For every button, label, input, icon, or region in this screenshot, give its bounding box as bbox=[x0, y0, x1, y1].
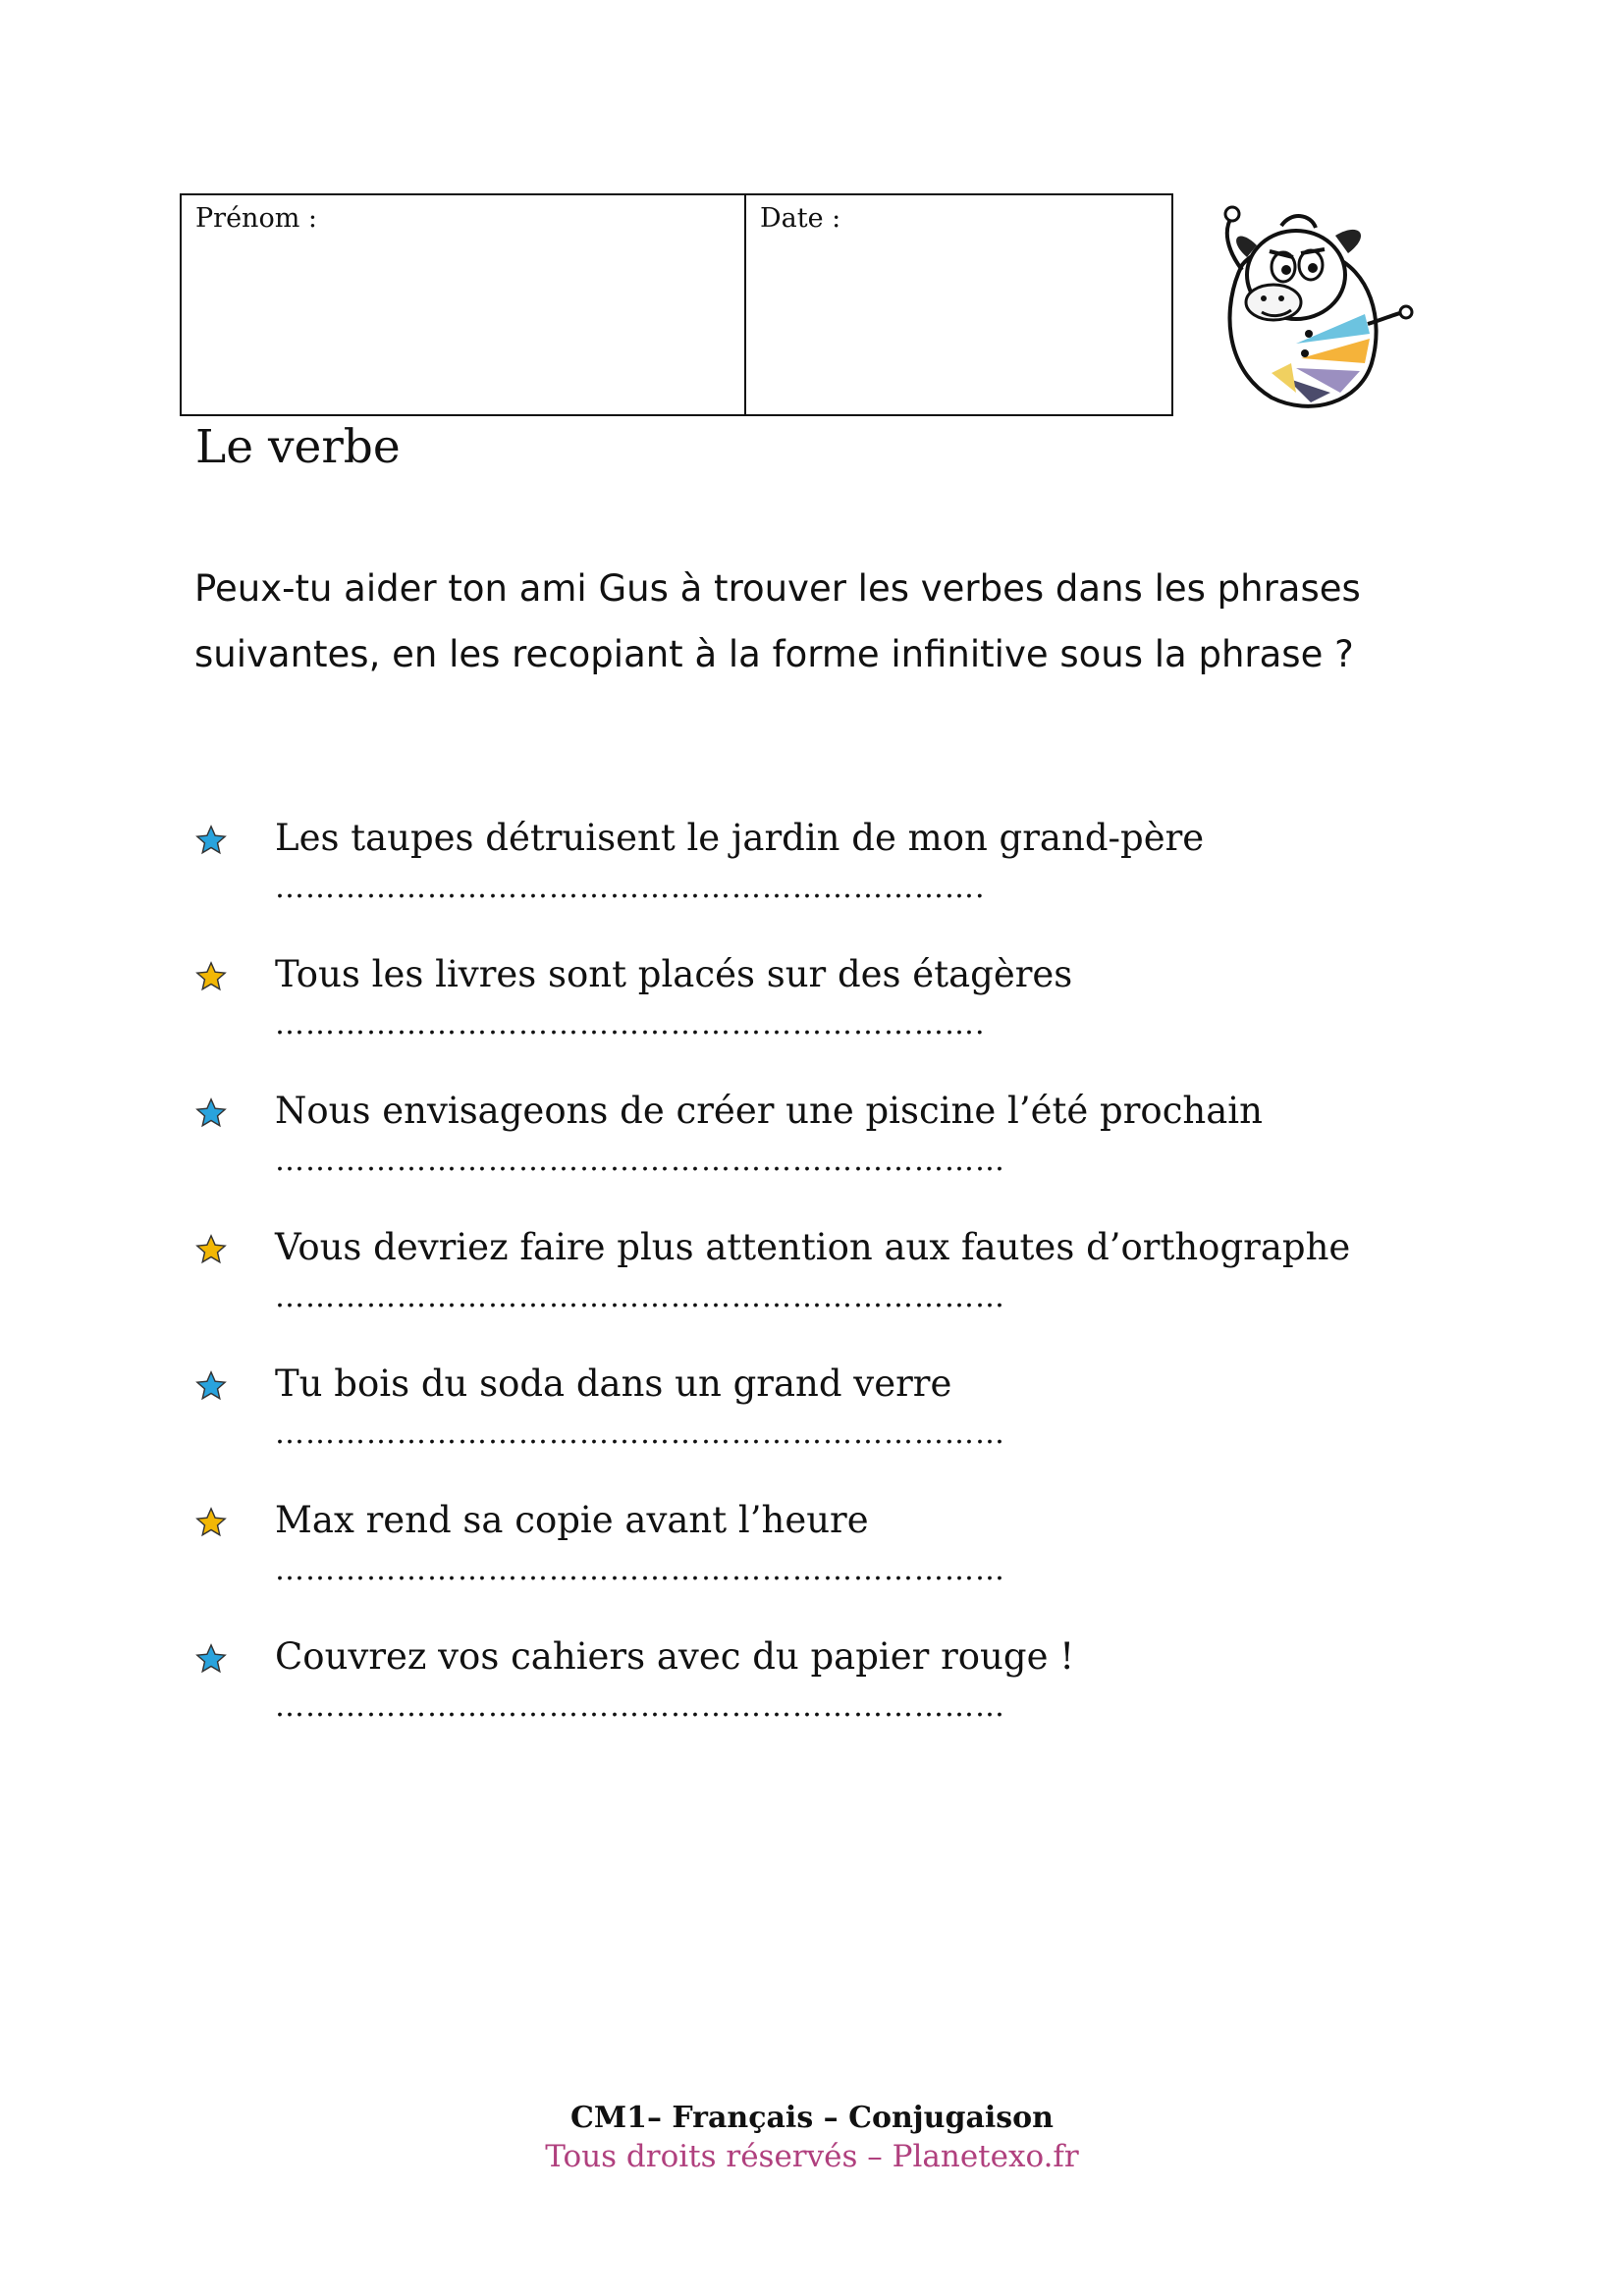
exercise-list bbox=[194, 810, 1373, 1765]
footer-copyright[interactable]: Tous droits réservés – Planetexo.fr bbox=[545, 2139, 1079, 2174]
name-label: Prénom : bbox=[195, 203, 317, 234]
sentence: Tu bois du soda dans un grand verre bbox=[275, 1362, 952, 1405]
header-table bbox=[180, 193, 1173, 416]
instructions: Peux-tu aider ton ami Gus à trouver les verbes dans les phrases suivantes, en les recopiant à la forme infinitive sous la phrase ? bbox=[194, 567, 1361, 675]
exercise-item bbox=[194, 1219, 1373, 1356]
answer-line[interactable]: ……………………………………………………………… bbox=[275, 1144, 1005, 1178]
star-icon bbox=[194, 1096, 228, 1130]
exercise-item bbox=[194, 1356, 1373, 1492]
sheep-mascot-icon bbox=[1203, 196, 1414, 412]
footer-course: CM1– Français – Conjugaison bbox=[570, 2101, 1054, 2135]
answer-line[interactable]: ……………………………………………………………… bbox=[275, 1416, 1005, 1451]
star-icon bbox=[194, 1506, 228, 1539]
exercise-item bbox=[194, 1629, 1373, 1765]
answer-line[interactable]: ……………………………………………………………… bbox=[275, 1689, 1005, 1724]
sentence: Couvrez vos cahiers avec du papier rouge ! bbox=[275, 1635, 1075, 1678]
sentence: Vous devriez faire plus attention aux fautes d’orthographe bbox=[275, 1226, 1351, 1268]
star-icon bbox=[194, 824, 228, 857]
sentence: Max rend sa copie avant l’heure bbox=[275, 1499, 869, 1541]
date-cell[interactable] bbox=[746, 195, 1171, 414]
answer-line[interactable]: ……………………………………………………………… bbox=[275, 1280, 1005, 1314]
star-icon bbox=[194, 1369, 228, 1403]
answer-line[interactable]: ……………………………………………………………… bbox=[275, 1553, 1005, 1587]
name-cell[interactable] bbox=[182, 195, 746, 414]
star-icon bbox=[194, 960, 228, 993]
footer bbox=[0, 2101, 1624, 2174]
star-icon bbox=[194, 1642, 228, 1676]
star-icon bbox=[194, 1233, 228, 1266]
exercise-item bbox=[194, 1083, 1373, 1219]
answer-line[interactable]: ……………………………………………………………. bbox=[275, 1007, 986, 1041]
sentence: Les taupes détruisent le jardin de mon grand-père bbox=[275, 817, 1205, 859]
date-label: Date : bbox=[760, 203, 841, 234]
exercise-item bbox=[194, 1492, 1373, 1629]
page-title: Le verbe bbox=[195, 420, 401, 474]
answer-line[interactable]: ……………………………………………………………. bbox=[275, 871, 986, 905]
sentence: Nous envisageons de créer une piscine l’été prochain bbox=[275, 1090, 1263, 1132]
exercise-item bbox=[194, 810, 1373, 946]
exercise-item bbox=[194, 946, 1373, 1083]
sentence: Tous les livres sont placés sur des étagères bbox=[275, 953, 1073, 995]
